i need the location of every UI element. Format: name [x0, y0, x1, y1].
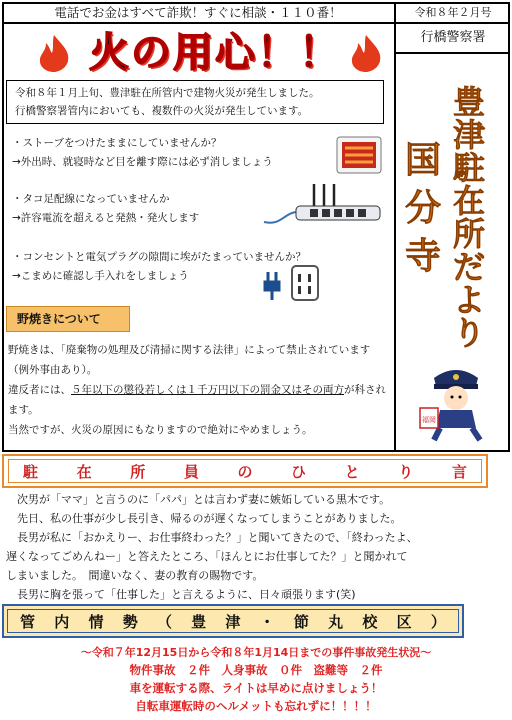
paragraph-line: 長男に胸を張って「仕事した」と言えるように、日々頑張ります(笑)	[17, 588, 356, 601]
fire-prevention-headline: 火の用心！！	[89, 30, 341, 76]
title-char: よ	[452, 281, 485, 319]
paragraph: 当然ですが、火災の原因にもなりますので絶対にやめましょう。	[8, 424, 313, 436]
paragraph-line: しまいました。 間違いなく、妻の教育の賜物です。	[6, 569, 264, 582]
title-char: 津	[452, 116, 485, 154]
notice-line: 令和８年１月上旬、豊津駐在所管内で建物火災が発生しました。	[15, 87, 320, 99]
staff-corner-heading	[2, 454, 488, 488]
penalty-text: ５年以下の懲役若しくは１千万円以下の罰金又はその両方	[71, 384, 344, 396]
scam-warning-banner: 電話でお金はすべて詐欺！すぐに相談・１１０番！	[2, 2, 394, 24]
flame-icon	[346, 33, 386, 73]
side-title-column2	[400, 136, 446, 280]
report-period: ～令和７年12月15日から令和８年1月14日までの事件事故発生状況～	[80, 646, 432, 659]
staff-corner-text	[6, 490, 500, 604]
paragraph-line: 次男が「ママ」と言うのに「パパ」とは言わず妻に嫉妬している黒木です。	[17, 493, 391, 506]
text: 違反者には、	[8, 384, 71, 396]
title-char: だ	[452, 248, 485, 286]
issue-date: 令和８年２月号	[394, 2, 510, 24]
heading-char: 所	[130, 462, 146, 481]
mascot-badge-text: 福岡	[422, 416, 436, 424]
helmet-reminder: 自転車運転時のヘルメットも忘れずに！！！！	[135, 699, 377, 713]
tip-stove	[12, 134, 273, 172]
penalty-paragraph	[8, 380, 388, 420]
heading-char: 員	[183, 462, 199, 481]
jurisdiction-info-heading	[2, 604, 464, 638]
tip-answer: →こまめに確認し手入れをしましょう	[12, 270, 189, 282]
paragraph-line: 遅くなってごめんねー」と答えたところ、「ほんとにお仕事してた？」と聞かれて	[6, 550, 408, 563]
heading-char: 情	[88, 612, 104, 631]
tip-question: ・ストーブをつけたままにしていませんか？	[12, 137, 222, 149]
title-char: 国	[404, 139, 441, 181]
heading-char: ・	[259, 612, 275, 631]
notice-line: 行橋警察署管内においても、複数件の火災が発生しています。	[15, 105, 309, 117]
heading-char: と	[344, 462, 360, 481]
heading-char: （	[156, 612, 172, 631]
heading-char: 内	[54, 612, 70, 631]
side-title-column1	[446, 83, 492, 352]
heading-char: 管	[20, 612, 36, 631]
power-strip-icon	[262, 182, 386, 228]
incident-stats: 物件事故 ２件 人身事故 ０件 盗難等 ２件	[129, 663, 383, 677]
heading-char: 校	[362, 612, 378, 631]
paragraph-line: 先日、私の仕事が少し長引き、帰るのが遅くなってしまうことがありました。	[17, 512, 402, 525]
tip-question: ・コンセントと電気プラグの隙間に埃がたまっていませんか？	[12, 251, 306, 263]
title-char: 所	[452, 215, 485, 253]
heading-char: 言	[451, 462, 467, 481]
tip-answer: →許容電流を超えると発熱・発火します	[12, 212, 200, 224]
heading-char: 節	[293, 612, 309, 631]
open-burning-title: 野焼きについて	[6, 306, 130, 332]
heading-char: ひ	[291, 462, 307, 481]
open-burning-text	[8, 340, 388, 440]
text: が科されます。	[8, 384, 386, 416]
heading-char: 駐	[23, 462, 39, 481]
stove-heater-icon	[336, 136, 382, 174]
heading-char: 在	[76, 462, 92, 481]
title-char: 在	[452, 182, 485, 220]
heading-char: り	[398, 462, 414, 481]
title-char: 寺	[404, 235, 441, 277]
tip-answer: →外出時、就寝時など目を離す際には必ず消しましょう	[12, 156, 273, 168]
title-char: 豊	[452, 83, 485, 121]
heading-char: 丸	[328, 612, 344, 631]
heading-char: 津	[225, 612, 241, 631]
tip-power-strip	[12, 190, 199, 228]
police-mascot-icon	[410, 364, 502, 444]
heading-char: 勢	[122, 612, 138, 631]
police-station-name: 行橋警察署	[394, 24, 510, 54]
title-char: り	[452, 314, 485, 352]
tip-question: ・タコ足配線になっていませんか	[12, 193, 170, 205]
fire-incident-notice	[6, 80, 384, 124]
heading-char: ）	[430, 612, 446, 631]
heading-char: 豊	[191, 612, 207, 631]
headlight-reminder: 車を運転する際、ライトは早めに点けましょう！	[129, 681, 383, 695]
title-char: 分	[404, 187, 441, 229]
heading-char: の	[237, 462, 253, 481]
heading-char: 区	[396, 612, 412, 631]
plug-outlet-icon	[262, 262, 322, 302]
paragraph: 野焼きは、「廃棄物の処理及び清掃に関する法律」によって禁止されています（例外事由あり）。	[8, 344, 371, 376]
paragraph-line: 長男が私に「おかえりー、お仕事終わった？」と聞いてきたので、「終わったよ、	[17, 531, 418, 544]
title-char: 駐	[452, 149, 485, 187]
